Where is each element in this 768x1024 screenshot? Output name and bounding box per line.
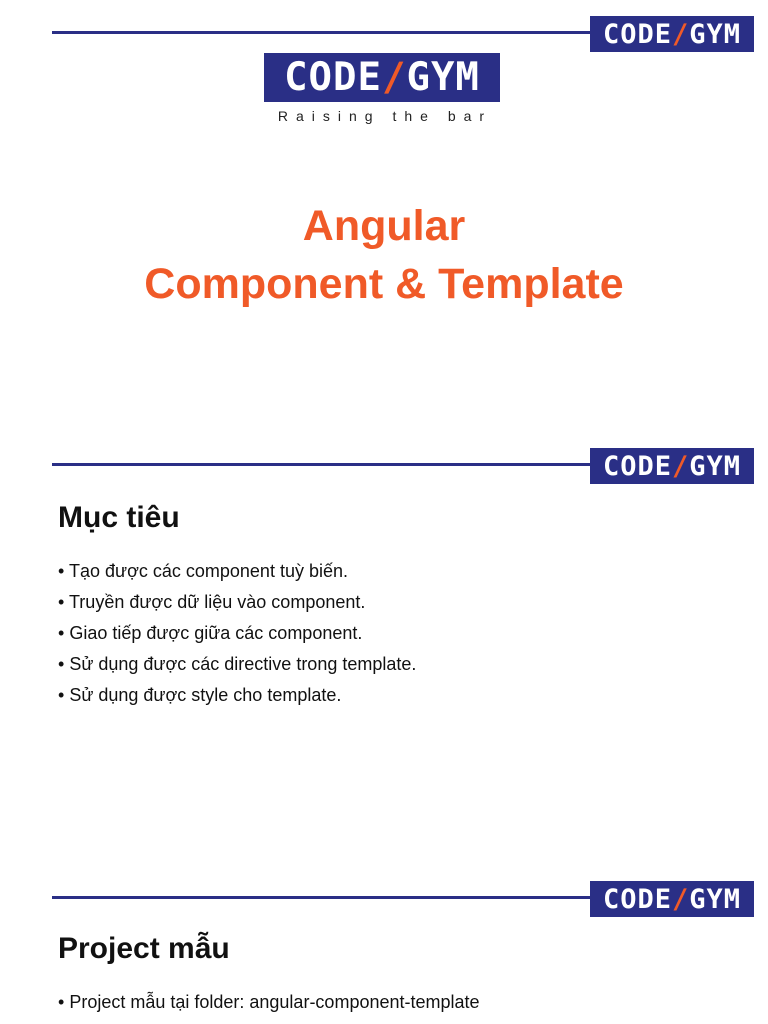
list-item: • Sử dụng được style cho template. — [58, 680, 416, 711]
tagline: Raising the bar — [277, 108, 493, 124]
sample-project-heading: Project mẫu — [58, 932, 230, 965]
header-rule — [52, 896, 592, 899]
slide-title-line-2: Component & Template — [144, 260, 624, 308]
list-item: • Sử dụng được các directive trong template. — [58, 649, 416, 680]
codegym-logo-small: CODE ∕ GYM — [590, 16, 754, 52]
codegym-logo-small: CODE ∕ GYM — [590, 881, 754, 917]
codegym-wordmark: CODE ∕ GYM — [264, 53, 500, 102]
sample-project-list — [58, 987, 480, 1018]
codegym-logo-small: CODE ∕ GYM — [590, 448, 754, 484]
slide-title-line-1: Angular — [302, 202, 466, 250]
header-rule — [52, 463, 592, 466]
list-item: • Truyền được dữ liệu vào component. — [58, 587, 416, 618]
list-item: • Project mẫu tại folder: angular-component-template — [58, 987, 480, 1018]
objectives-heading: Mục tiêu — [58, 501, 180, 534]
list-item: • Tạo được các component tuỳ biến. — [58, 556, 416, 587]
list-item: • Giao tiếp được giữa các component. — [58, 618, 416, 649]
objectives-list — [58, 556, 416, 711]
